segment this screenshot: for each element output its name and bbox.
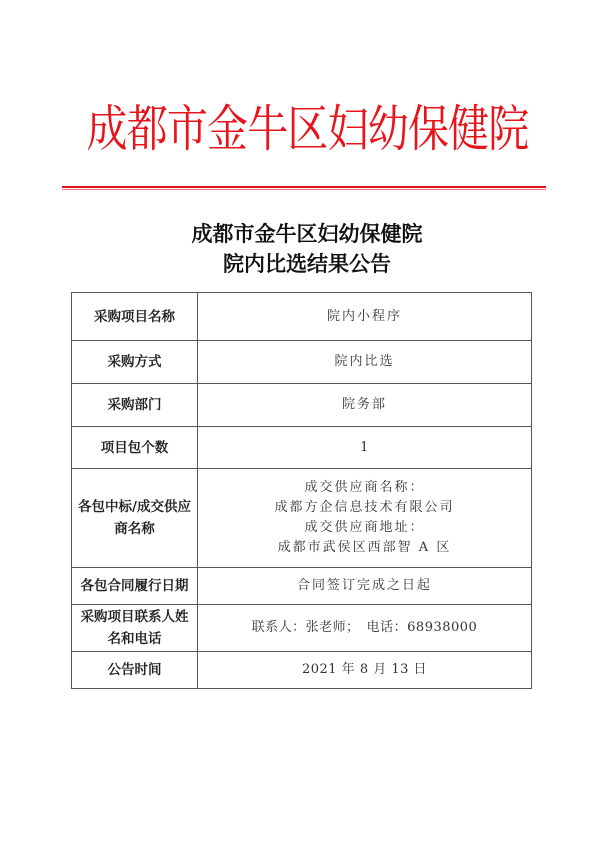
label-supplier-line1: 各包中标/成交供应 [78,499,191,515]
table-row [72,605,532,652]
label-contact-line1: 采购项目联系人姓 [80,609,189,625]
value-procurement-method: 院内比选 [198,341,532,384]
label-supplier-line2: 商名称 [114,521,155,537]
masthead-title: 成都市金牛区妇幼保健院 [86,100,528,158]
label-contact [72,605,198,652]
value-project-name: 院内小程序 [198,293,532,341]
supplier-name-label: 成交供应商名称： [304,480,425,495]
document-title-line2: 院内比选结果公告 [223,251,391,276]
result-table [71,292,532,689]
table-row [72,384,532,427]
document-title-line1: 成都市金牛区妇幼保健院 [191,221,423,246]
value-contact: 联系人：张老师； 电话：68938000 [198,605,532,652]
label-contract-period: 各包合同履行日期 [72,568,198,605]
value-announcement-date: 2021 年 8 月 13 日 [198,652,532,689]
label-department: 采购部门 [72,384,198,427]
table-row [72,469,532,568]
value-department: 院务部 [198,384,532,427]
label-announcement-date: 公告时间 [72,652,198,689]
masthead-divider-thin [62,189,546,190]
label-contact-line2: 名和电话 [107,631,162,647]
supplier-address: 成都市武侯区西部智 A 区 [277,540,452,555]
value-contract-period: 合同签订完成之日起 [198,568,532,605]
value-package-count: 1 [198,427,532,469]
value-supplier [198,469,532,568]
masthead-divider [62,186,546,188]
label-supplier [72,469,198,568]
label-procurement-method: 采购方式 [72,341,198,384]
table-row [72,341,532,384]
table-row [72,568,532,605]
table-row [72,427,532,469]
supplier-address-label: 成交供应商地址： [304,520,425,535]
supplier-name: 成都方企信息技术有限公司 [274,500,455,515]
label-package-count: 项目包个数 [72,427,198,469]
label-project-name: 采购项目名称 [72,293,198,341]
table-row [72,293,532,341]
table-row [72,652,532,689]
